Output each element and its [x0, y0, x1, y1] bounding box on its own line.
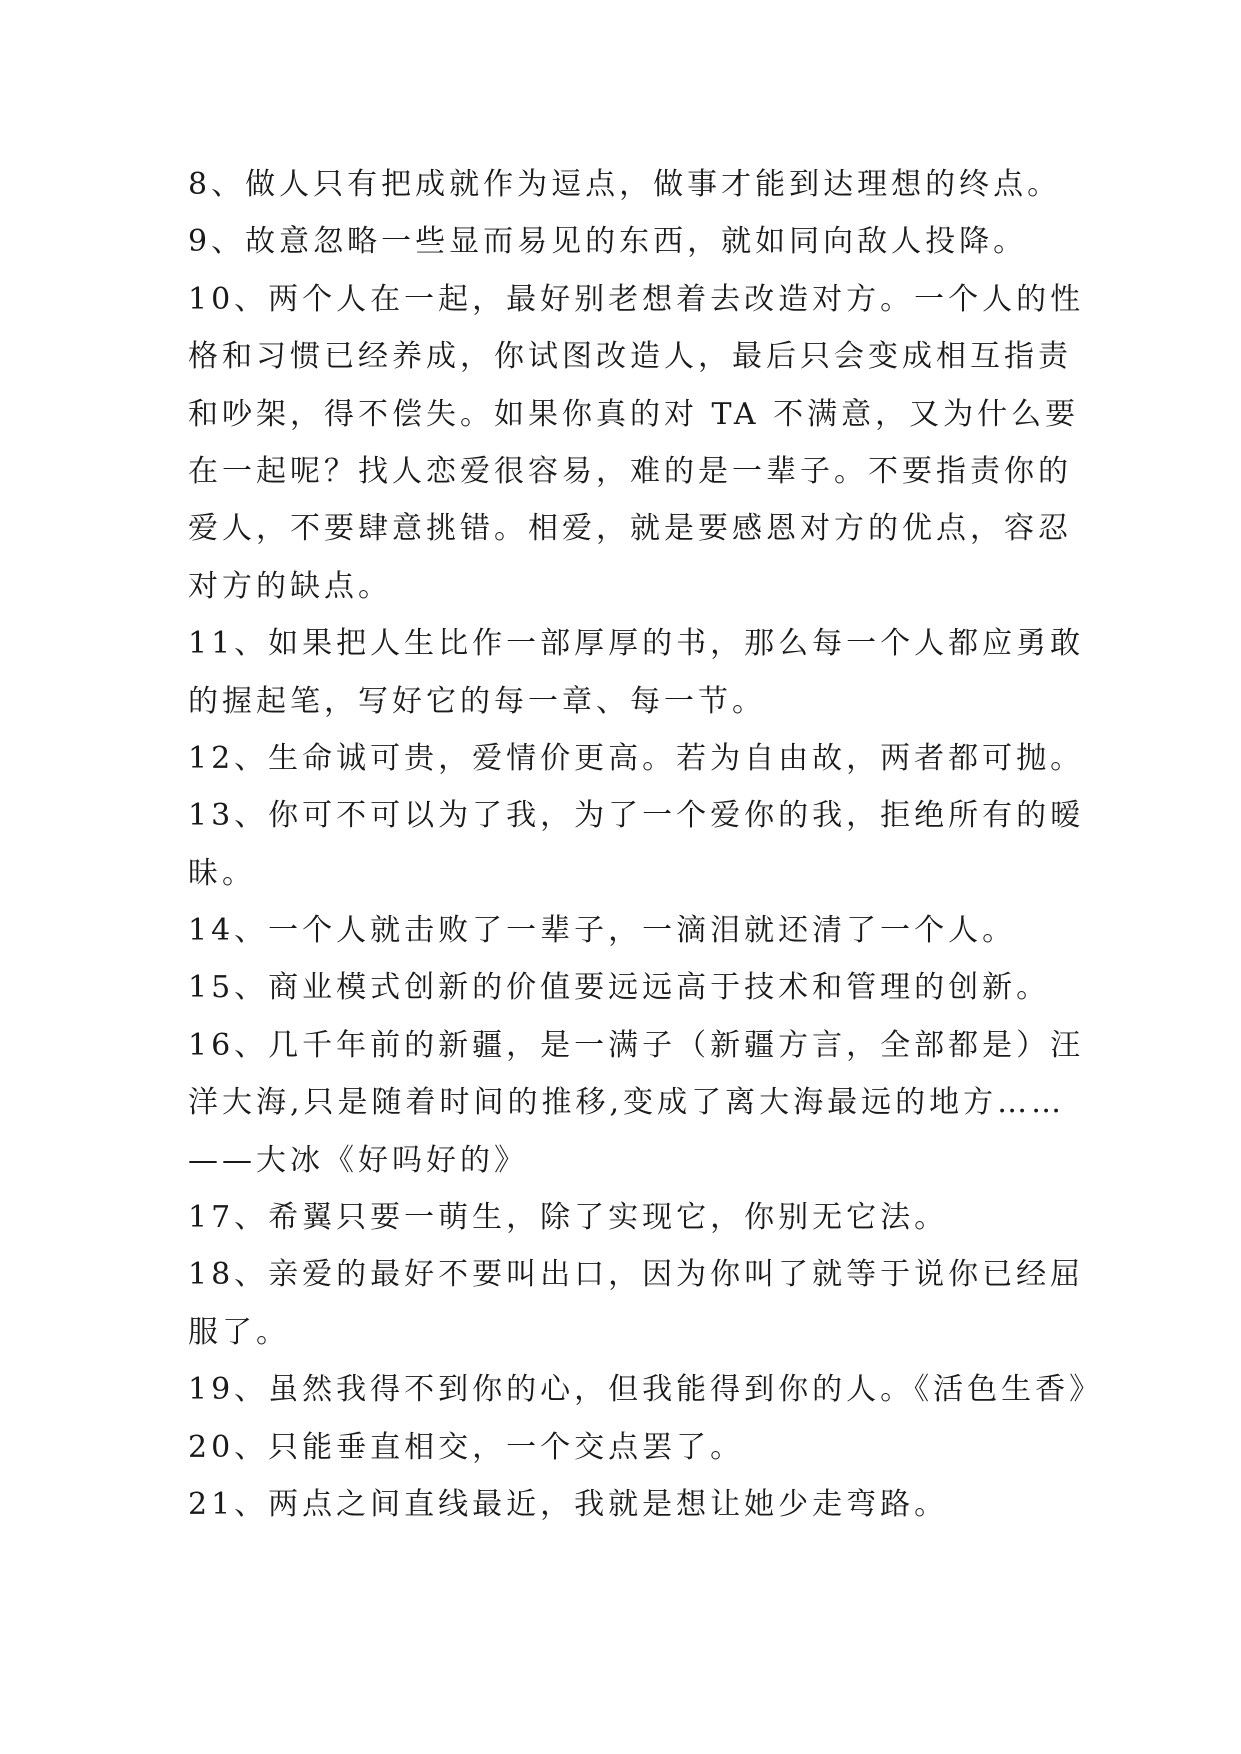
text-line: 11、如果把人生比作一部厚厚的书，那么每一个人都应勇敢	[188, 626, 1085, 662]
text-line: 18、亲爱的最好不要叫出口，因为你叫了就等于说你已经屈	[188, 1257, 1085, 1293]
text-line: 昧。	[188, 855, 256, 891]
text-line: 14、一个人就击败了一辈子，一滴泪就还清了一个人。	[188, 913, 1017, 949]
text-line: 13、你可不可以为了我，为了一个爱你的我，拒绝所有的暧	[188, 798, 1085, 834]
document-body	[188, 156, 1104, 1533]
text-line: ——大冰《好吗好的》	[188, 1142, 528, 1178]
text-line: 17、希翼只要一萌生，除了实现它，你别无它法。	[188, 1200, 949, 1236]
text-line: 21、两点之间直线最近，我就是想让她少走弯路。	[188, 1486, 949, 1522]
text-line: 15、商业模式创新的价值要远远高于技术和管理的创新。	[188, 970, 1051, 1006]
text-line: 19、虽然我得不到你的心，但我能得到你的人。《活色生香》	[188, 1372, 1104, 1408]
text-line: 在一起呢？找人恋爱很容易，难的是一辈子。不要指责你的	[188, 453, 1072, 489]
text-line: 和吵架，得不偿失。如果你真的对 TA 不满意，又为什么要	[188, 396, 1080, 432]
text-line: 对方的缺点。	[188, 568, 392, 604]
text-line: 20、只能垂直相交，一个交点罢了。	[188, 1429, 745, 1465]
text-line: 的握起笔，写好它的每一章、每一节。	[188, 683, 766, 719]
text-line: 服了。	[188, 1314, 290, 1350]
text-line: 16、几千年前的新疆，是一满子（新疆方言，全部都是）汪	[188, 1027, 1085, 1063]
text-line: 12、生命诚可贵，爱情价更高。若为自由故，两者都可抛。	[188, 740, 1085, 776]
text-line: 9、故意忽略一些显而易见的东西，就如同向敌人投降。	[188, 224, 1028, 260]
text-line: 10、两个人在一起，最好别老想着去改造对方。一个人的性	[188, 281, 1085, 317]
text-line: 格和习惯已经养成，你试图改造人，最后只会变成相互指责	[188, 339, 1072, 375]
text-line: 爱人，不要肆意挑错。相爱，就是要感恩对方的优点，容忍	[188, 511, 1072, 547]
text-line: 洋大海,只是随着时间的推移,变成了离大海最远的地方……	[188, 1085, 1066, 1121]
text-line: 8、做人只有把成就作为逗点，做事才能到达理想的终点。	[188, 167, 1062, 202]
